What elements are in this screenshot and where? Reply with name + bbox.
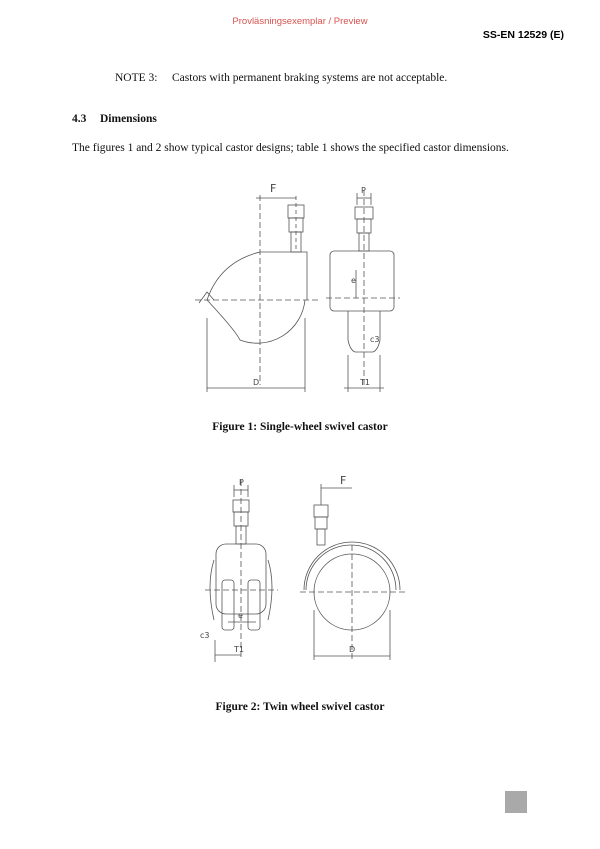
fig1-label-e: e [351,276,356,285]
fig2-label-t1: T1 [234,645,244,654]
fig2-label-d: D [349,645,356,654]
figure-1-caption: Figure 1: Single-wheel swivel castor [212,421,388,433]
figure-2-caption: Figure 2: Twin wheel swivel castor [215,701,385,713]
section-paragraph: The figures 1 and 2 show typical castor designs; table 1 shows the specified castor dimensions. [72,142,509,154]
note-text: Castors with permanent braking systems are not acceptable. [172,72,448,84]
fig1-label-f: F [270,182,277,195]
fig1-label-t1: T1 [360,378,370,387]
note-label: NOTE 3: [115,72,158,84]
preview-watermark: Provläsningsexemplar / Preview [232,16,368,27]
fig1-label-c3: c3 [370,335,380,344]
fig2-label-p: P [239,478,244,487]
section-title: Dimensions [100,113,157,125]
document-id: SS-EN 12529 (E) [482,29,564,41]
page-number-box [505,791,527,813]
fig1-label-p: P [361,186,366,195]
fig1-label-d: D [253,378,260,387]
section-number: 4.3 [72,113,87,125]
fig2-label-f: F [340,474,347,487]
fig2-label-c3: c3 [200,631,210,640]
fig2-label-e: e [238,611,243,620]
